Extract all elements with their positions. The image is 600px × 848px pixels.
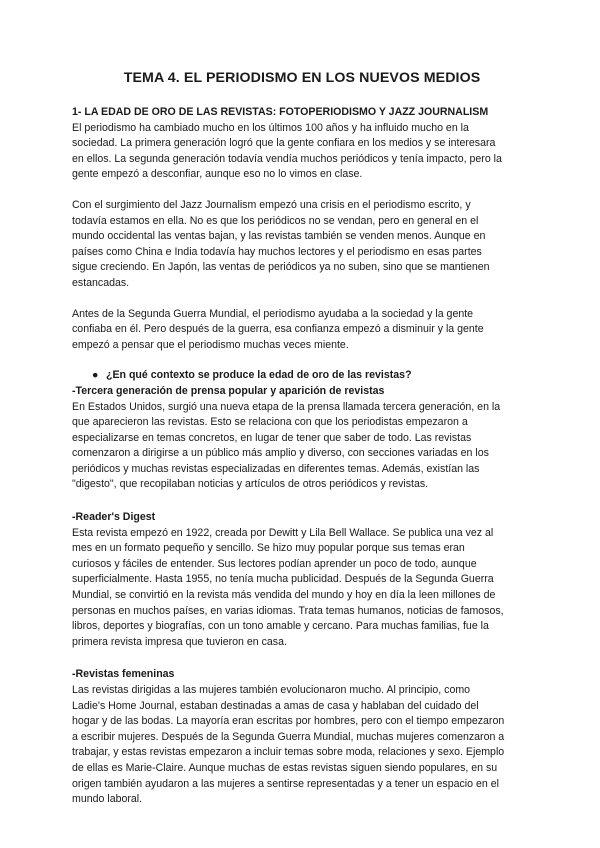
paragraph-line: todavía estamos en ella. No es que los periódicos no se vendan, pero en general en el bbox=[72, 214, 479, 227]
paragraph-line: Mundial, se convirtió en la revista más vendida del mundo y hoy en día la leen millones de bbox=[72, 589, 496, 602]
subsection-heading: -Reader's Digest bbox=[72, 511, 156, 524]
paragraph-line: En Estados Unidos, surgió una nueva etapa de la prensa llamada tercera generación, en la bbox=[72, 400, 501, 413]
subsection-heading: -Revistas femeninas bbox=[72, 668, 175, 681]
paragraph-line: Las revistas dirigidas a las mujeres también evolucionaron mucho. Al principio, como bbox=[72, 684, 471, 696]
paragraph-line: libros, deportes y biografías, con un tono amable y cercano. Para muchas familias, fue la bbox=[72, 620, 489, 633]
paragraph-line: trabajar, y estas revistas empezaron a incluir temas sobre moda, relaciones y sexo. Ejemplo bbox=[72, 746, 505, 759]
document-body bbox=[72, 70, 532, 808]
paragraph bbox=[72, 526, 532, 651]
paragraph bbox=[72, 400, 532, 494]
paragraph bbox=[72, 121, 532, 183]
question-bullet-item bbox=[72, 368, 532, 384]
paragraph-line: mundo occidental las ventas bajan, y las revistas también se venden menos. Aunque en bbox=[72, 230, 486, 243]
paragraph-line: países como China e India todavía hay muchos lectores y el periodismo en esas partes bbox=[72, 245, 482, 258]
subsection-heading: -Tercera generación de prensa popular y aparición de revistas bbox=[72, 384, 385, 397]
paragraph bbox=[72, 307, 532, 354]
paragraph bbox=[72, 198, 532, 292]
paragraph-line: Ladie's Home Journal, estaban destinadas a amas de casa y hablaban del cuidado del bbox=[72, 699, 479, 712]
section-heading: 1- LA EDAD DE ORO DE LAS REVISTAS: FOTOPERIODISMO Y JAZZ JOURNALISM bbox=[72, 106, 489, 118]
paragraph-line: estancadas. bbox=[72, 276, 130, 289]
paragraph-line: gente empezó a desconfiar, aunque eso no lo vimos en clase. bbox=[72, 168, 363, 181]
paragraph-line: empezó a pensar que el periodismo muchas veces miente. bbox=[72, 338, 349, 351]
paragraph-line: sigue creciendo. En Japón, las ventas de periódicos ya no suben, sino que se mantienen bbox=[72, 261, 490, 274]
paragraph-line: El periodismo ha cambiado mucho en los últimos 100 años y ha influido mucho en la bbox=[72, 121, 469, 134]
paragraph-line: en ellos. La segunda generación todavía vendía muchos periódicos y tenía impacto, pero la bbox=[72, 152, 502, 165]
paragraph-line: origen también ayudaron a las mujeres a sentirse representadas y a tener un espacio en el bbox=[72, 777, 499, 790]
paragraph-line: personas en muchos países, en varias idiomas. Trata temas humanos, noticias de famosos, bbox=[72, 604, 504, 617]
paragraph-line: curiosos y fáciles de entender. Sus lectores podían aprender un poco de todo, aunque bbox=[72, 557, 477, 570]
paragraph-line: Antes de la Segunda Guerra Mundial, el periodismo ayudaba a la sociedad y la gente bbox=[72, 307, 474, 320]
paragraph-line: que aparecieron las revistas. Esto se relaciona con que los periodistas empezaron a bbox=[72, 416, 468, 429]
paragraph bbox=[72, 683, 532, 808]
paragraph-line: Esta revista empezó en 1922, creada por Dewitt y Lila Bell Wallace. Se publica una vez al bbox=[72, 526, 494, 539]
paragraph-line: especializarse en temas concretos, en lugar de tener que saber de todo. Las revistas bbox=[72, 431, 472, 444]
paragraph-line: periódicos y muchas revistas especializadas en diferentes temas. Además, existían las bbox=[72, 462, 480, 475]
paragraph-line: a escribir mujeres. Después de la Segunda Guerra Mundial, muchas mujeres comenzaron a bbox=[72, 730, 505, 743]
paragraph-line: Con el surgimiento del Jazz Journalism empezó una crisis en el periodismo escrito, y bbox=[72, 198, 471, 211]
paragraph-line: "digesto", que recopilaban noticias y artículos de otros periódicos y revistas. bbox=[72, 478, 429, 491]
paragraph-line: hogar y de las bodas. La mayoría eran escritas por hombres, pero con el tiempo empezaron bbox=[72, 715, 505, 728]
page-title: TEMA 4. EL PERIODISMO EN LOS NUEVOS MEDIOS bbox=[123, 70, 481, 86]
paragraph-line: mes en un formato pequeño y sencillo. Se hizo muy popular porque sus temas eran bbox=[72, 542, 465, 555]
paragraph-line: primera revista impresa que tuvieron en casa. bbox=[72, 635, 287, 648]
paragraph-line: comenzaron a dirigirse a un público más amplio y diverso, con secciones variadas en los bbox=[72, 447, 489, 460]
paragraph-line: sociedad. La primera generación logró que la gente confiara en los medios y se interesara bbox=[72, 137, 496, 150]
paragraph-line: de ellas es Marie-Claire. Aunque muchas de estas revistas siguen siendo populares, en su bbox=[72, 761, 498, 774]
paragraph-line: mundo laboral. bbox=[72, 793, 143, 806]
paragraph-line: superficialmente. Hasta 1955, no tenía mucha publicidad. Después de la Segunda Guerra bbox=[72, 573, 494, 586]
bullet-icon: ● bbox=[92, 369, 99, 382]
question-text: ¿En qué contexto se produce la edad de oro de las revistas? bbox=[106, 369, 412, 382]
paragraph-line: confiaba en él. Pero después de la guerra, esa confianza empezó a disminuir y la gente bbox=[72, 323, 484, 336]
